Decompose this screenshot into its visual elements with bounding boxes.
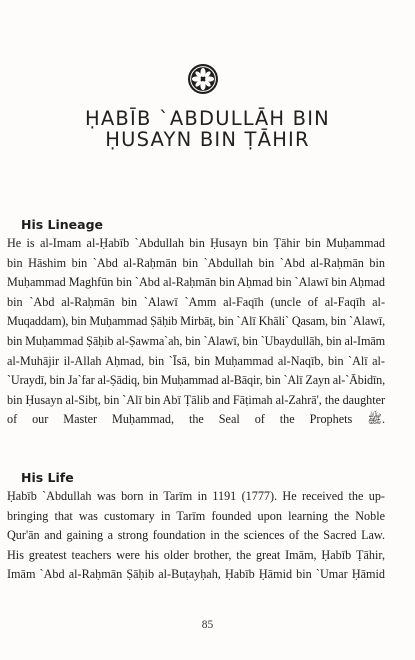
paragraph-line: of our Master Muḥammad, the Seal of the Prophets ﷺ. xyxy=(7,412,385,427)
paragraph-line: Ḥabīb `Abdullah was born in Tarīm in 1191 (1777). He received the up- xyxy=(7,489,385,503)
paragraph-line: Qur'ān and gaining a strong foundation in the sciences of the Sacred Law. xyxy=(7,528,385,543)
life-paragraph xyxy=(7,487,385,585)
rosette-ornament-icon xyxy=(187,63,219,95)
paragraph-line: `Uraydī, bin Ja`far al-Ṣādiq, bin Muḥammad al-Bāqir, bin `Alī Zayn al-`Ābidīn, xyxy=(7,373,385,388)
paragraph-line: bin Ḥusayn al-Sibṭ, bin `Alī bin Abī Ṭālib and Fāṭimah al-Zahrā', the daughter xyxy=(7,392,385,407)
paragraph-line: His greatest teachers were his older brother, the great Imām, Ḥabīb Ṭāhir, xyxy=(7,547,385,562)
paragraph-line: Imām `Abd al-Raḥmān Ṣāḥib al-Buṭayḥah, Ḥabīb Ḥāmid bin `Umar Ḥāmid xyxy=(7,567,385,582)
lineage-paragraph xyxy=(7,234,385,430)
paragraph-line: al-Muhājir il-Allah Aḥmad, bin `Īsā, bin Muḥammad al-Naqīb, bin `Alī al- xyxy=(7,353,385,368)
paragraph-line: bin Muḥammad Ṣāḥib al-Ṣawma`ah, bin `Alawī, bin `Ubaydullāh, bin al-Imām xyxy=(7,333,385,348)
section-heading-life: His Life xyxy=(21,470,74,485)
chapter-title-line-1: ḤABĪB `ABDULLĀH BIN xyxy=(85,107,330,130)
paragraph-line: Muqaddam), bin Muḥammad Ṣāḥib Mirbāṭ, bin `Alī Khāli` Qasam, bin `Alawī, xyxy=(7,314,385,329)
paragraph-line: bin Hāshim bin `Abd al-Raḥmān bin `Abdullah bin `Abd al-Raḥmān bin xyxy=(7,255,385,270)
paragraph-line: bin `Abd al-Raḥmān bin `Alawī `Amm al-Faqīh (uncle of al-Faqīh al- xyxy=(7,294,385,309)
section-heading-lineage: His Lineage xyxy=(21,217,104,232)
chapter-title-line-2: ḤUSAYN BIN ṬĀHIR xyxy=(105,128,310,151)
paragraph-line: He is al-Imam al-Ḥabīb `Abdullah bin Ḥusayn bin Ṭāhir bin Muḥammad xyxy=(7,236,385,250)
paragraph-line: bringing that was customary in Tarīm founded upon learning the Noble xyxy=(7,508,385,523)
paragraph-line: Muḥammad Maghfūn bin `Abd al-Raḥmān bin Aḥmad bin `Alawī bin Aḥmad xyxy=(7,275,385,290)
page-number: 85 xyxy=(201,619,214,631)
